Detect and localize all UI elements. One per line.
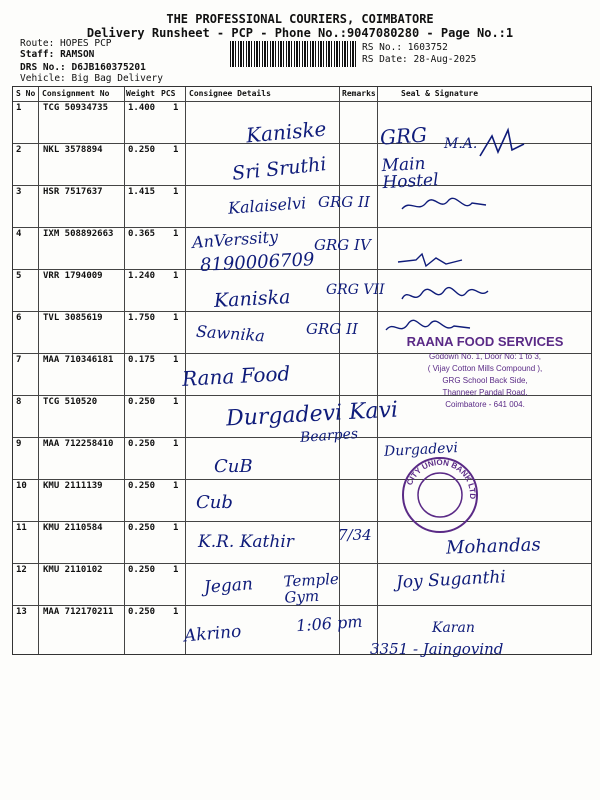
runsheet-subtitle: Delivery Runsheet - PCP - Phone No.:9047080280 - Page No.:1 xyxy=(86,26,514,40)
header-remarks: Remarks xyxy=(342,89,376,98)
consignee-handwriting: Durgadevi Kavi xyxy=(225,397,399,432)
row-weight: 1.240 xyxy=(128,271,156,281)
row-pcs: 1 xyxy=(173,313,179,323)
staff-label: Staff: xyxy=(20,49,55,60)
remarks-handwriting: GRG II xyxy=(318,193,370,211)
row-weight: 1.750 xyxy=(128,313,156,323)
rs-date: RS Date: 28-Aug-2025 xyxy=(362,54,477,65)
consignment-number: TVL 3085619 xyxy=(43,313,103,323)
remarks-handwriting: GRG II xyxy=(306,320,358,338)
row-pcs: 1 xyxy=(173,397,179,407)
barcode xyxy=(230,41,356,67)
row-sno: 9 xyxy=(16,439,22,449)
staff-value: RAMSON xyxy=(60,49,95,60)
row-sno: 10 xyxy=(16,481,27,491)
row-rule xyxy=(13,563,591,564)
row-pcs: 1 xyxy=(173,481,179,491)
col-divider xyxy=(124,87,125,654)
signature-scribble xyxy=(396,250,466,270)
header-pcs: PCS xyxy=(161,89,176,98)
row-sno: 13 xyxy=(16,607,27,617)
row-weight: 0.175 xyxy=(128,355,156,365)
row-weight: 0.250 xyxy=(128,397,156,407)
row-weight: 1.400 xyxy=(128,103,156,113)
row-pcs: 1 xyxy=(173,229,179,239)
consignee-handwriting: Kaniske xyxy=(245,116,328,148)
consignee-phone-handwriting: 8190006709 xyxy=(199,249,316,276)
bank-seal xyxy=(400,455,480,535)
row-rule xyxy=(13,479,591,480)
stamp-line: Thanneer Pandal Road, xyxy=(442,388,528,397)
header-consignment: Consignment No xyxy=(42,89,110,98)
header-sno: S No xyxy=(16,89,36,98)
row-rule xyxy=(13,521,591,522)
row-rule xyxy=(13,185,591,186)
consignee-handwriting: Kalaiselvi xyxy=(227,193,307,218)
row-weight: 0.250 xyxy=(128,481,156,491)
row-pcs: 1 xyxy=(173,145,179,155)
signature-handwriting: 3351 - Jaingovind xyxy=(370,640,504,658)
remarks-handwriting: Temple Gym xyxy=(283,569,340,607)
consignee-handwriting: Akrino xyxy=(183,621,243,647)
row-pcs: 1 xyxy=(173,271,179,281)
vehicle-label: Vehicle: Big Bag Delivery xyxy=(20,73,163,84)
drs-row xyxy=(20,62,146,73)
row-sno: 3 xyxy=(16,187,22,197)
row-sno: 1 xyxy=(16,103,22,113)
drs-value: D6JB160375201 xyxy=(71,62,146,73)
consignee-handwriting: Rana Food xyxy=(181,361,291,391)
consignee-handwriting: Kaniska xyxy=(213,286,291,312)
remarks-handwriting: GRG IV xyxy=(314,236,371,254)
signature-handwriting: Karan xyxy=(432,620,475,636)
drs-label: DRS No.: xyxy=(20,62,66,73)
row-weight: 0.250 xyxy=(128,145,156,155)
row-sno: 7 xyxy=(16,355,22,365)
consignment-number: KMU 2111139 xyxy=(43,481,103,491)
remarks-handwriting: 7/34 xyxy=(338,526,372,544)
row-pcs: 1 xyxy=(173,565,179,575)
consignee-sub-handwriting: Bearpes xyxy=(299,425,359,447)
row-pcs: 1 xyxy=(173,355,179,365)
header-weight: Weight xyxy=(126,89,155,98)
header-consignee: Consignee Details xyxy=(189,89,271,98)
row-pcs: 1 xyxy=(173,439,179,449)
row-weight: 0.250 xyxy=(128,607,156,617)
stamp-line: ( Vijay Cotton Mills Compound ), xyxy=(427,364,543,373)
signature-handwriting: Mohandas xyxy=(445,534,542,559)
row-sno: 12 xyxy=(16,565,27,575)
rs-number: RS No.: 1603752 xyxy=(362,42,448,53)
consignee-handwriting: Sri Sruthi xyxy=(231,153,328,185)
row-sno: 8 xyxy=(16,397,22,407)
signature-handwriting: M.A. xyxy=(444,136,478,152)
row-sno: 6 xyxy=(16,313,22,323)
remarks-handwriting: GRG xyxy=(379,122,428,150)
row-pcs: 1 xyxy=(173,607,179,617)
row-weight: 0.250 xyxy=(128,565,156,575)
company-stamp xyxy=(380,318,590,438)
consignee-handwriting: K.R. Kathir xyxy=(198,532,294,552)
col-divider xyxy=(339,87,340,654)
col-divider xyxy=(377,87,378,654)
row-pcs: 1 xyxy=(173,103,179,113)
consignment-number: TCG 510520 xyxy=(43,397,98,407)
consignee-handwriting: Jegan xyxy=(203,574,254,598)
header-seal: Seal & Signature xyxy=(401,89,479,98)
signature-scribble xyxy=(400,285,490,307)
row-rule xyxy=(13,311,591,312)
col-divider xyxy=(38,87,39,654)
stamp-line: Coimbatore - 641 004. xyxy=(445,400,525,409)
row-sno: 5 xyxy=(16,271,22,281)
row-weight: 1.415 xyxy=(128,187,156,197)
consignment-number: MAA 712170211 xyxy=(43,607,114,617)
consignee-handwriting: CuB xyxy=(214,456,253,477)
consignment-number: IXM 508892663 xyxy=(43,229,114,239)
company-title: THE PROFESSIONAL COURIERS, COIMBATORE xyxy=(166,12,434,26)
header-rule xyxy=(13,101,591,102)
consignment-number: MAA 712258410 xyxy=(43,439,114,449)
signature-handwriting: Joy Suganthi xyxy=(395,567,507,593)
row-weight: 0.250 xyxy=(128,439,156,449)
seal-text: CITY UNION BANK LTD xyxy=(404,457,478,500)
staff-row xyxy=(20,49,94,60)
row-weight: 0.365 xyxy=(128,229,156,239)
row-pcs: 1 xyxy=(173,187,179,197)
consignment-number: KMU 2110102 xyxy=(43,565,103,575)
consignment-number: HSR 7517637 xyxy=(43,187,103,197)
remarks-handwriting: 1:06 pm xyxy=(295,611,364,636)
row-sno: 2 xyxy=(16,145,22,155)
consignment-number: NKL 3578894 xyxy=(43,145,103,155)
consignment-number: KMU 2110584 xyxy=(43,523,103,533)
svg-text:CITY UNION BANK LTD xyxy=(405,458,477,500)
consignee-handwriting: Sawnika xyxy=(195,321,266,346)
consignment-number: VRR 1794009 xyxy=(43,271,103,281)
consignee-handwriting: Cub xyxy=(196,492,233,513)
row-pcs: 1 xyxy=(173,523,179,533)
stamp-title: RAANA FOOD SERVICES xyxy=(406,334,564,349)
consignment-number: TCG 50934735 xyxy=(43,103,109,113)
signature-handwriting: Durgadevi xyxy=(383,440,459,460)
row-sno: 4 xyxy=(16,229,22,239)
consignment-number: MAA 710346181 xyxy=(43,355,114,365)
row-sno: 11 xyxy=(16,523,27,533)
row-weight: 0.250 xyxy=(128,523,156,533)
stamp-line: GRG School Back Side, xyxy=(442,376,528,385)
remarks-handwriting: Main Hostel xyxy=(381,153,440,194)
remarks-handwriting: GRG VII xyxy=(326,282,385,298)
consignee-handwriting: AnVerssity xyxy=(191,227,279,252)
stamp-line: Godown No. 1, Door No: 1 to 3, xyxy=(428,352,542,361)
row-rule xyxy=(13,227,591,228)
route-label: Route: HOPES PCP xyxy=(20,38,112,49)
signature-scribble xyxy=(400,195,490,217)
signature-scribble xyxy=(478,126,528,162)
